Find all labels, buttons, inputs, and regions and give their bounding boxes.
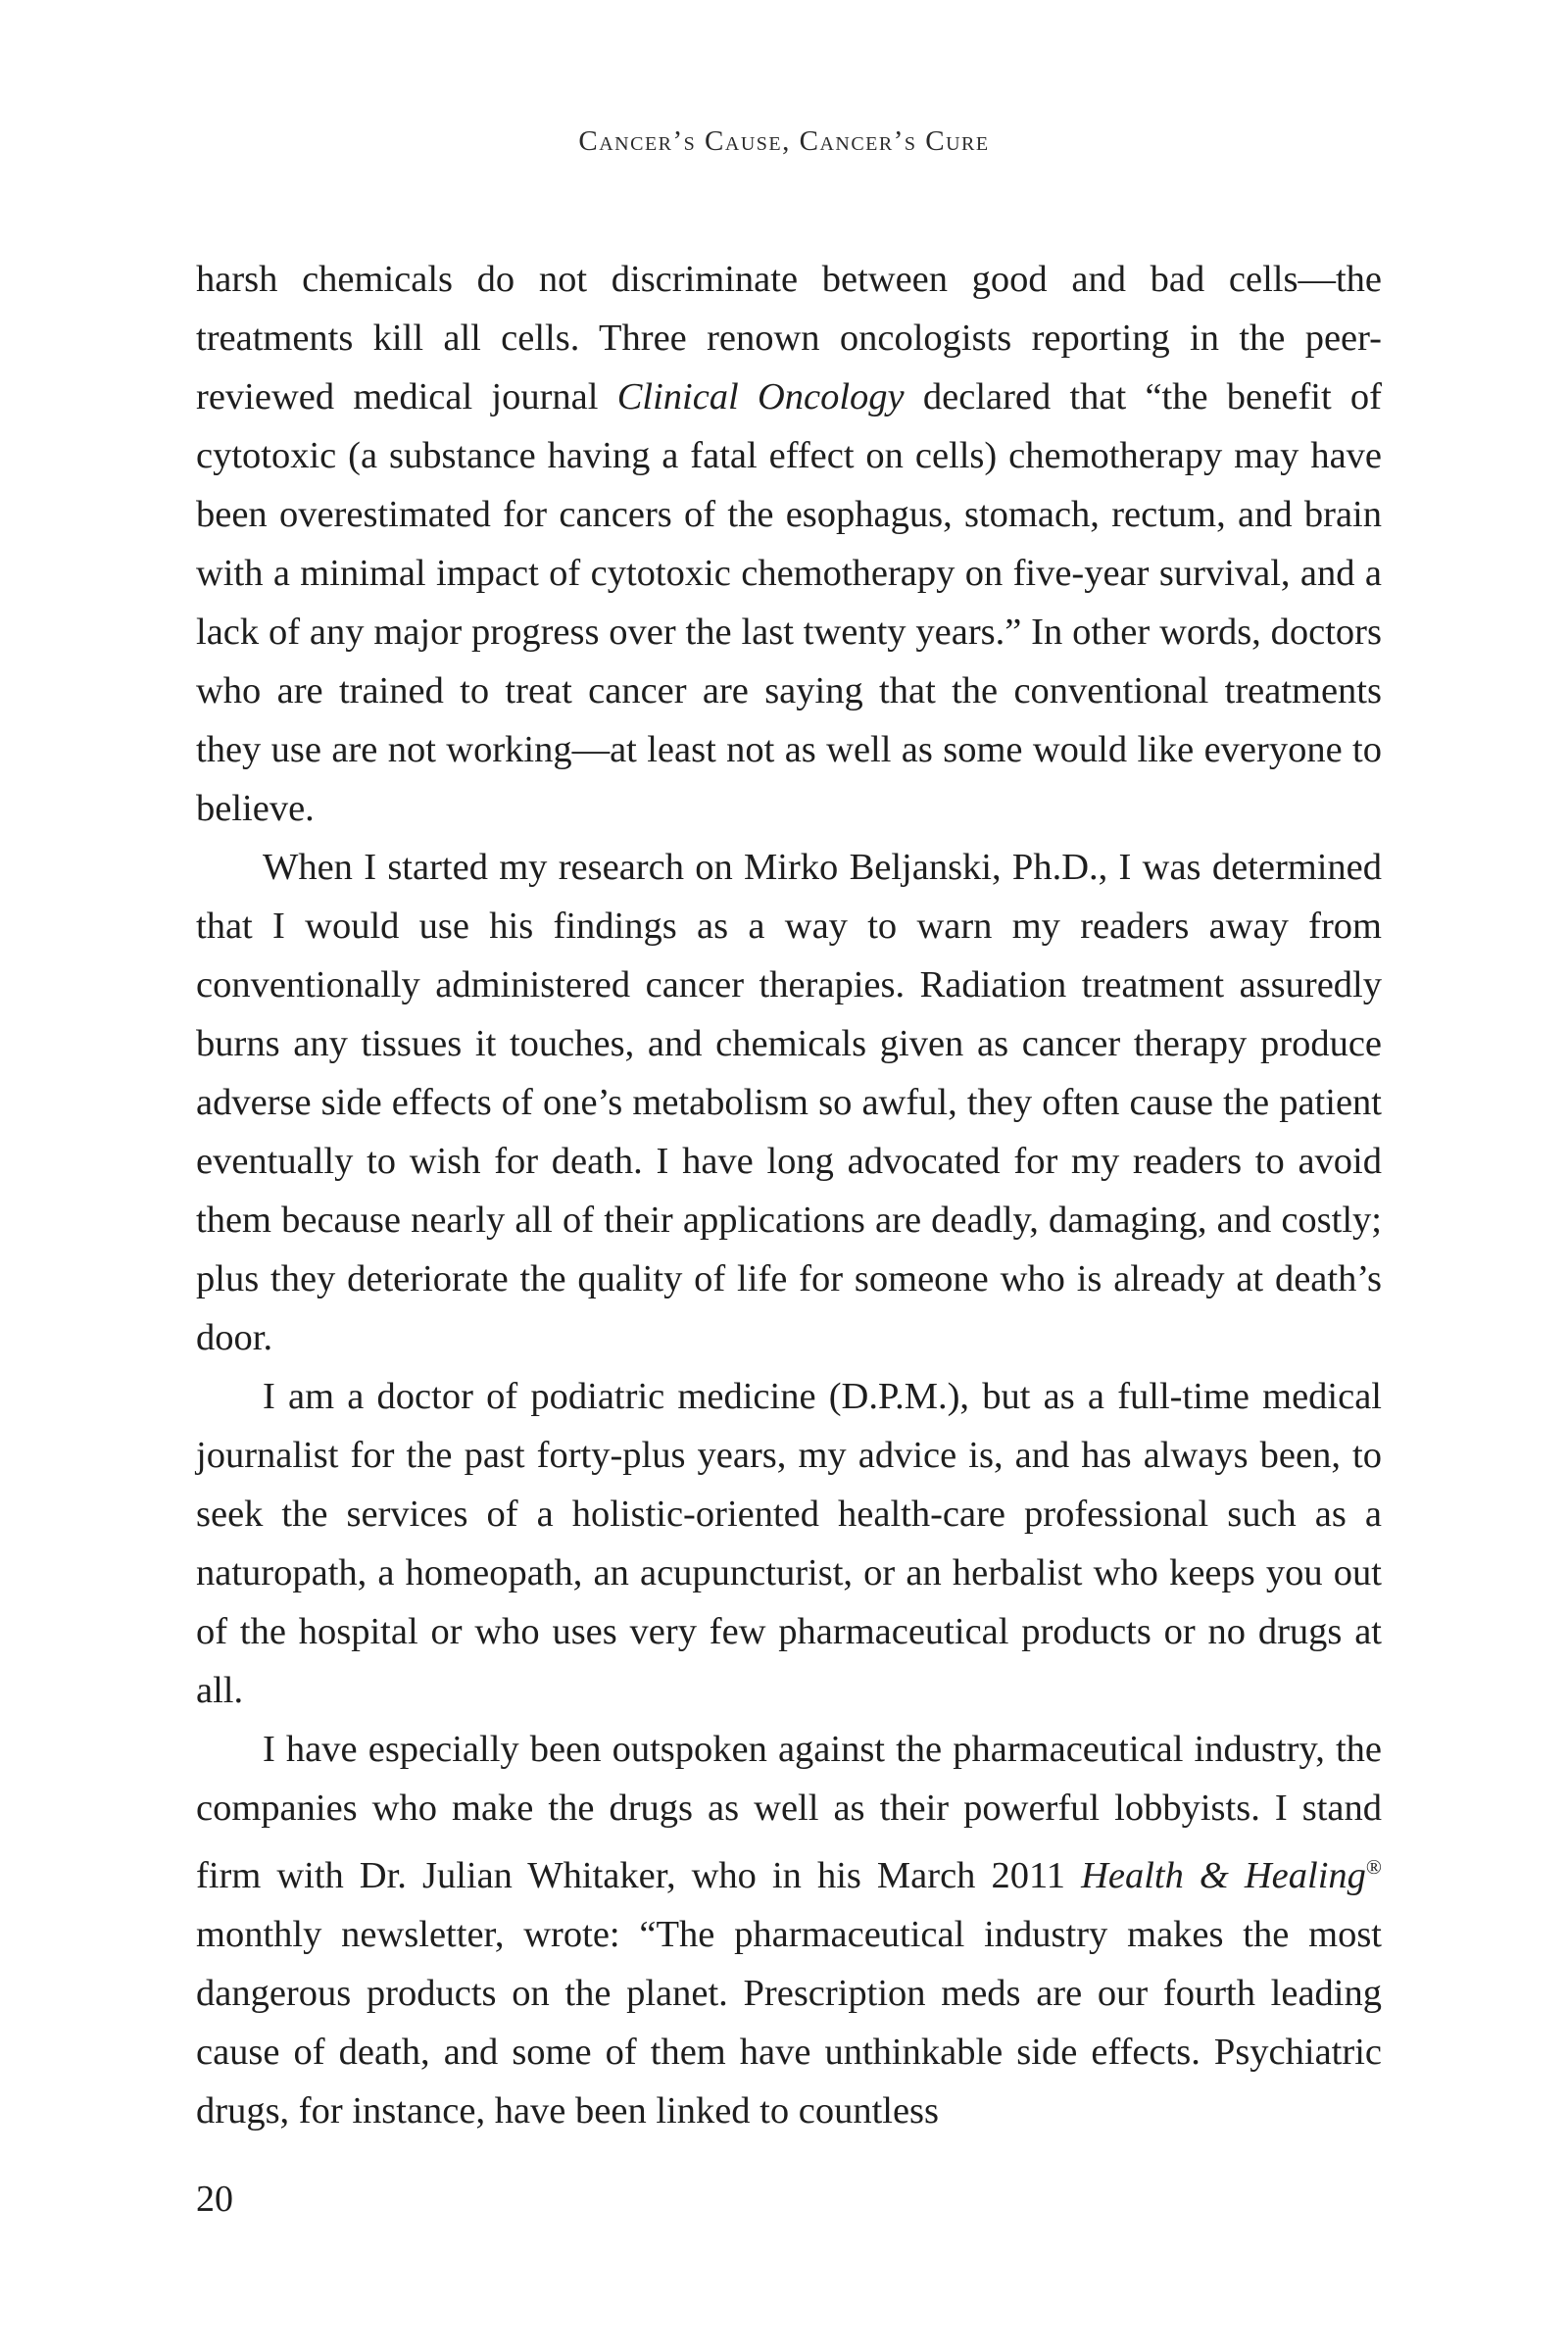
paragraph-3 [196, 1367, 1382, 1720]
text-run: declared that “the benefit of cytotoxic (a substance having a fatal effect on cells) chemotherapy may have been overestimated for cancers of the esophagus, stomach, rectum, and brain with a minimal impact of cytotoxic chemotherapy on five-year survival, and a lack of any major progress over the last twenty years.” In other words, doctors who are trained to treat cancer are saying that the conventional treatments they use are not working—at least not as well as some would like everyone to believe. [196, 376, 1382, 829]
paragraph-1 [196, 250, 1382, 838]
paragraph-2 [196, 838, 1382, 1367]
italic-title: Clinical Oncology [616, 376, 905, 417]
body-text [196, 250, 1382, 2140]
page-number: 20 [196, 2179, 233, 2220]
text-run: I am a doctor of podiatric medicine (D.P.M.), but as a full-time medical journalist for the past forty-plus years, my advice is, and has always been, to seek the services of a holistic-oriented health-care professional such as a naturopath, a homeopath, an acupuncturist, or an herbalist who keeps you out of the hospital or who uses very few pharmaceutical products or no drugs at all. [196, 1376, 1382, 1711]
running-head: Cancer’s Cause, Cancer’s Cure [578, 125, 990, 157]
text-run: harsh chemicals do not discriminate between good and bad cells—the treatments kill all cells. Three renown oncologists reporting in the peer-reviewed medical journal [196, 259, 1382, 417]
italic-title: Health & Healing [1081, 1854, 1366, 1896]
paragraph-4 [196, 1720, 1382, 2140]
text-run: When I started my research on Mirko Beljanski, Ph.D., I was determined that I would use his findings as a way to warn my readers away from conventionally administered cancer therapies. Radiation treatment assuredly burns any tissues it touches, and chemicals given as cancer therapy produce adverse side effects of one’s metabolism so awful, they often cause the patient eventually to wish for death. I have long advocated for my readers to avoid them because nearly all of their applications are deadly, damaging, and costly; plus they deteriorate the quality of life for someone who is already at death’s door. [196, 847, 1382, 1358]
text-run: monthly newsletter, wrote: “The pharmaceutical industry makes the most dangerous products on the planet. Prescription meds are our fourth leading cause of death, and some of them have unthinkable side effects. Psychiatric drugs, for instance, have been linked to countless [196, 1913, 1382, 2132]
registered-mark: ® [1365, 1855, 1382, 1879]
text-run: I have especially been outspoken against the pharmaceutical industry, the companies who make the drugs as well as their powerful lobbyists. I stand firm with Dr. Julian Whitaker, who in his March 2011 [196, 1729, 1382, 1896]
